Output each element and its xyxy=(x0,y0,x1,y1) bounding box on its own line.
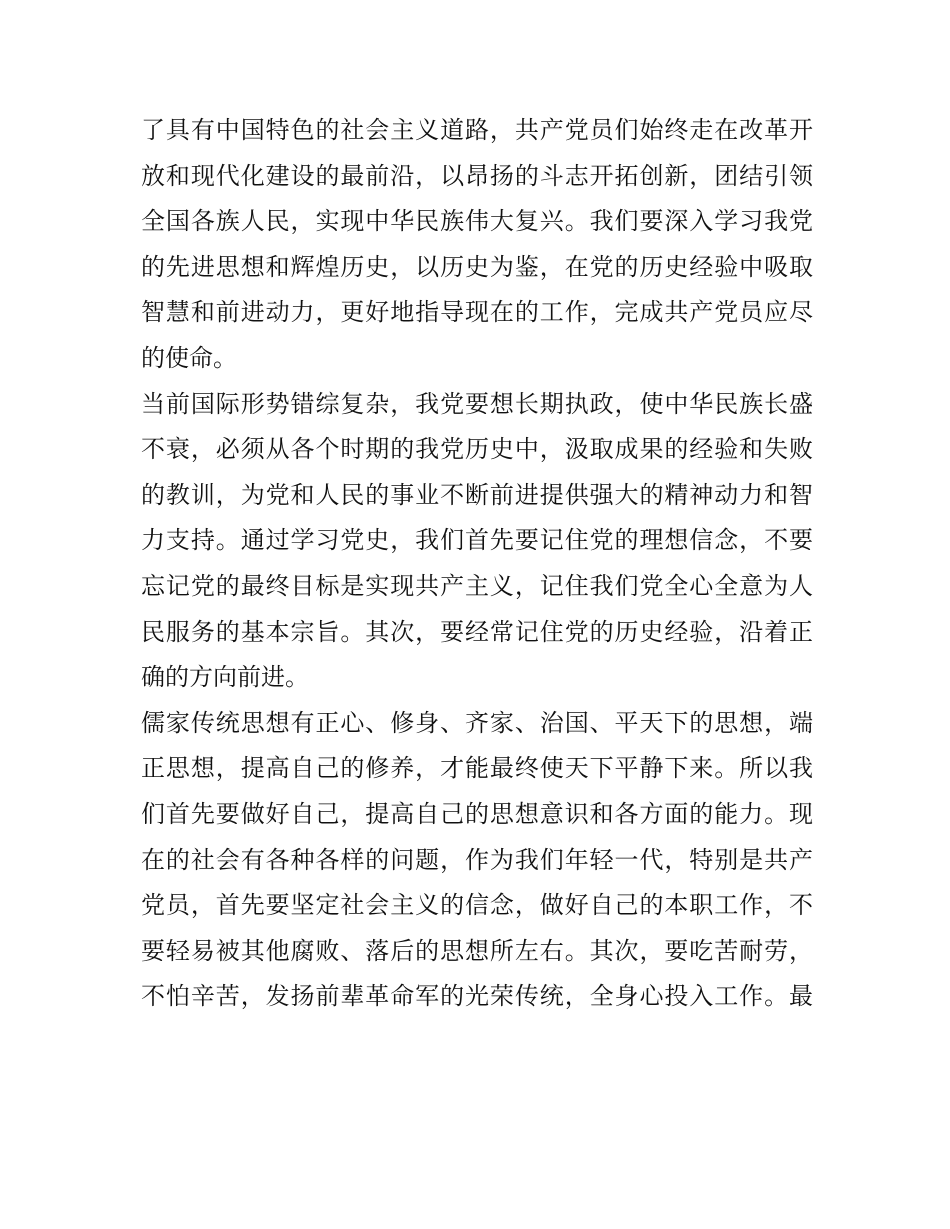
text-line: 不怕辛苦，发扬前辈革命军的光荣传统，全身心投入工作。最 xyxy=(141,982,813,1011)
text-line: 党员，首先要坚定社会主义的信念，做好自己的本职工作，不 xyxy=(141,891,813,920)
text-line: 智慧和前进动力，更好地指导现在的工作，完成共产党员应尽 xyxy=(141,298,813,327)
text-line: 正思想，提高自己的修养，才能最终使天下平静下来。所以我 xyxy=(141,754,813,783)
paragraph-1 xyxy=(141,108,813,382)
text-line: 全国各族人民，实现中华民族伟大复兴。我们要深入学习我党 xyxy=(141,207,813,236)
text-line: 当前国际形势错综复杂，我党要想长期执政，使中华民族长盛 xyxy=(141,389,813,418)
paragraph-3 xyxy=(141,701,813,1020)
text-line: 不衰，必须从各个时期的我党历史中，汲取成果的经验和失败 xyxy=(141,435,813,464)
text-line: 的使命。 xyxy=(141,343,237,372)
text-line: 儒家传统思想有正心、修身、齐家、治国、平天下的思想，端 xyxy=(141,708,813,737)
text-line: 要轻易被其他腐败、落后的思想所左右。其次，要吃苦耐劳， xyxy=(141,936,813,965)
text-line: 在的社会有各种各样的问题，作为我们年轻一代，特别是共产 xyxy=(141,845,813,874)
text-line: 的先进思想和辉煌历史，以历史为鉴，在党的历史经验中吸取 xyxy=(141,252,813,281)
text-line: 忘记党的最终目标是实现共产主义，记住我们党全心全意为人 xyxy=(141,571,813,600)
text-line: 民服务的基本宗旨。其次，要经常记住党的历史经验，沿着正 xyxy=(141,617,813,646)
text-line: 放和现代化建设的最前沿，以昂扬的斗志开拓创新，团结引领 xyxy=(141,161,813,190)
paragraph-2 xyxy=(141,382,813,701)
text-line: 确的方向前进。 xyxy=(141,663,309,692)
text-line: 了具有中国特色的社会主义道路，共产党员们始终走在改革开 xyxy=(141,116,813,144)
document-body xyxy=(141,108,813,1020)
text-line: 的教训，为党和人民的事业不断前进提供强大的精神动力和智 xyxy=(141,480,813,509)
text-line: 力支持。通过学习党史，我们首先要记住党的理想信念，不要 xyxy=(141,526,813,555)
text-line: 们首先要做好自己，提高自己的思想意识和各方面的能力。现 xyxy=(141,799,813,828)
